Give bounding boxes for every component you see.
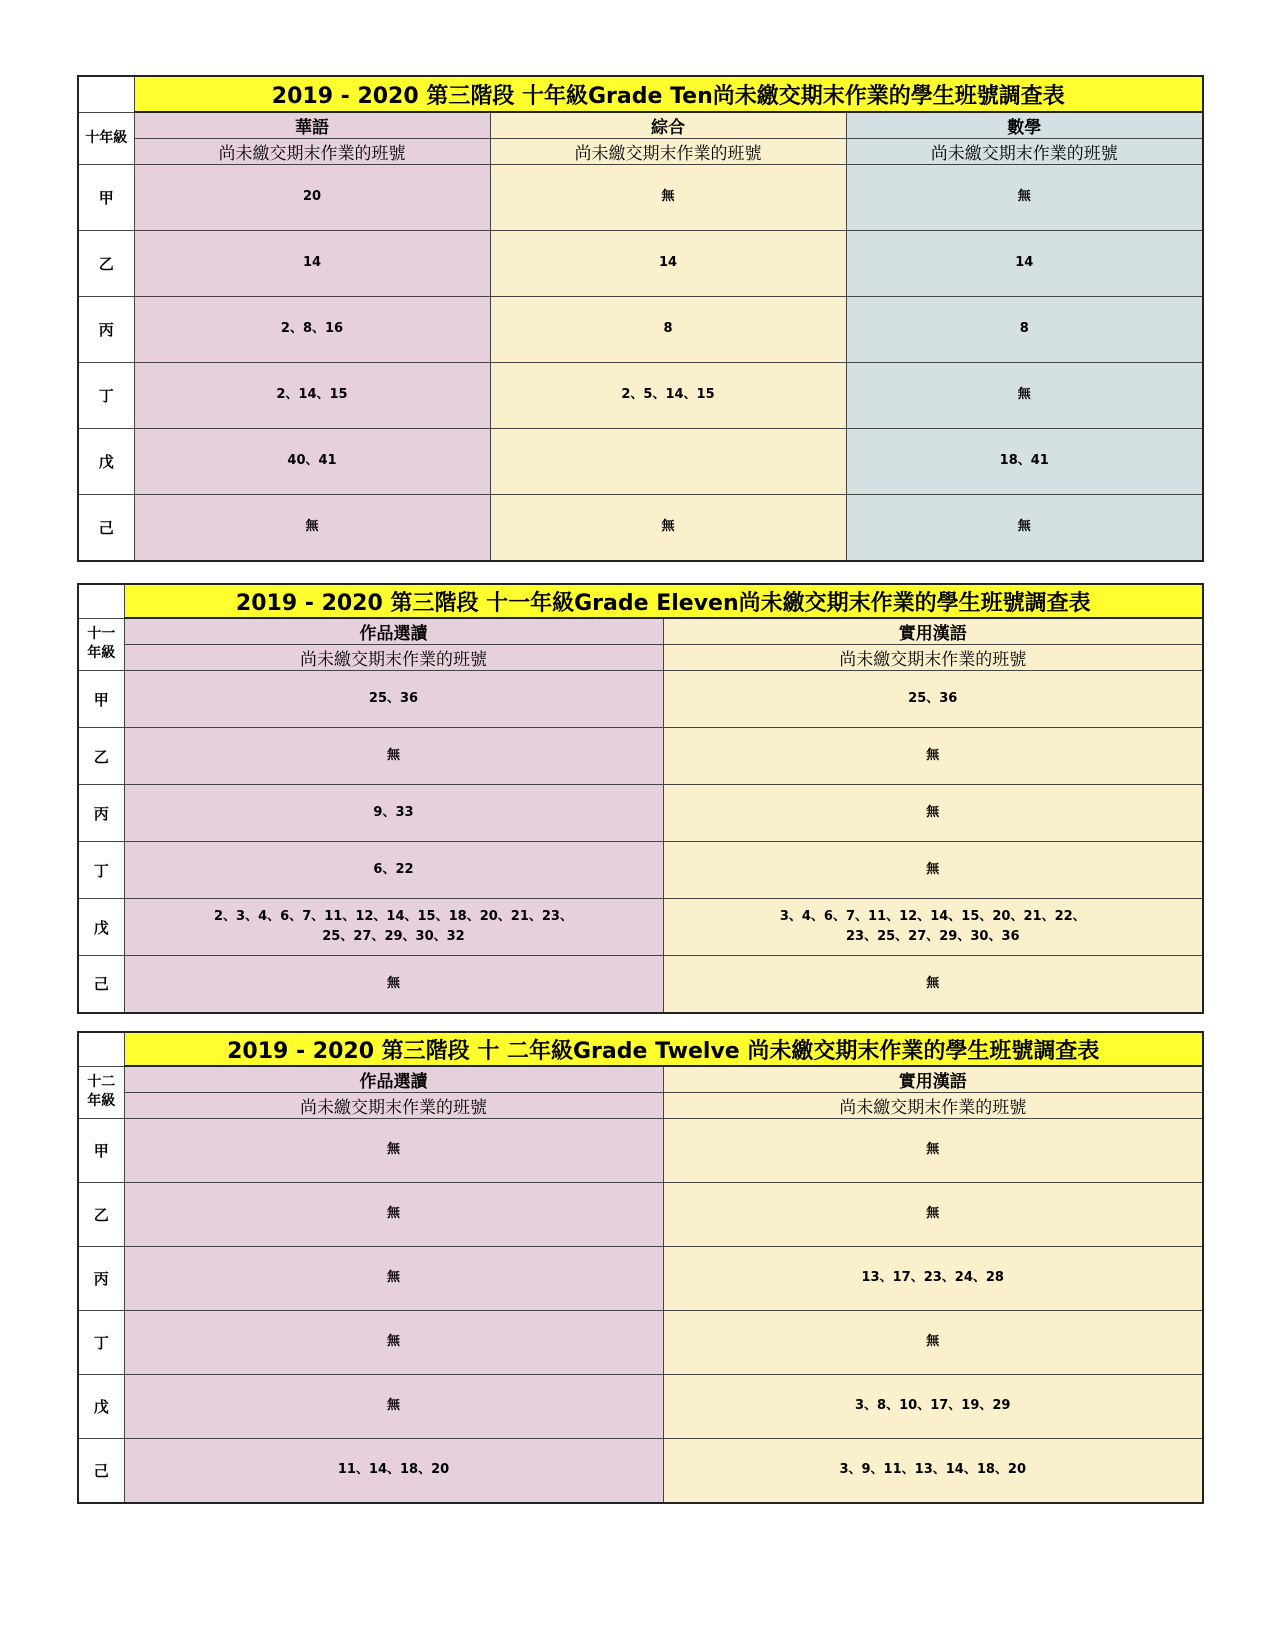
value-cell: 無 bbox=[124, 1119, 663, 1183]
subject-header: 實用漢語 bbox=[663, 618, 1203, 645]
value-cell: 無 bbox=[124, 956, 663, 1013]
value-cell: 3、9、11、13、14、18、20 bbox=[663, 1439, 1203, 1503]
subject-header: 作品選讀 bbox=[124, 618, 663, 645]
class-label: 乙 bbox=[78, 728, 124, 785]
table-row bbox=[78, 495, 1203, 561]
value-cell: 無 bbox=[663, 1311, 1203, 1375]
value-cell: 11、14、18、20 bbox=[124, 1439, 663, 1503]
value-cell: 3、4、6、7、11、12、14、15、20、21、22、 23、25、27、29、30、36 bbox=[663, 899, 1203, 956]
table-corner bbox=[78, 584, 124, 618]
class-label: 乙 bbox=[78, 231, 134, 297]
value-cell: 13、17、23、24、28 bbox=[663, 1247, 1203, 1311]
column-subheader: 尚未繳交期末作業的班號 bbox=[846, 139, 1203, 165]
class-label: 甲 bbox=[78, 671, 124, 728]
value-cell: 25、36 bbox=[124, 671, 663, 728]
table-corner bbox=[78, 1032, 124, 1066]
value-cell: 2、14、15 bbox=[134, 363, 490, 429]
grade-ten-table bbox=[77, 75, 1204, 562]
class-label: 丙 bbox=[78, 297, 134, 363]
table-row bbox=[78, 842, 1203, 899]
value-cell: 無 bbox=[490, 495, 846, 561]
value-cell: 18、41 bbox=[846, 429, 1203, 495]
value-cell: 無 bbox=[663, 1119, 1203, 1183]
value-cell: 無 bbox=[846, 495, 1203, 561]
class-label: 丁 bbox=[78, 1311, 124, 1375]
table-row bbox=[78, 785, 1203, 842]
class-label: 己 bbox=[78, 495, 134, 561]
class-label: 己 bbox=[78, 956, 124, 1013]
table-row bbox=[78, 956, 1203, 1013]
class-label: 戊 bbox=[78, 429, 134, 495]
table-row bbox=[78, 1247, 1203, 1311]
value-cell: 40、41 bbox=[134, 429, 490, 495]
class-label: 丁 bbox=[78, 842, 124, 899]
table-row bbox=[78, 363, 1203, 429]
table-row bbox=[78, 1119, 1203, 1183]
table-row bbox=[78, 899, 1203, 956]
value-cell: 無 bbox=[124, 1375, 663, 1439]
grade-twelve-table bbox=[77, 1031, 1204, 1504]
value-cell: 14 bbox=[846, 231, 1203, 297]
value-cell: 14 bbox=[134, 231, 490, 297]
table-row bbox=[78, 1439, 1203, 1503]
value-cell: 8 bbox=[490, 297, 846, 363]
column-subheader: 尚未繳交期末作業的班號 bbox=[490, 139, 846, 165]
table-title: 2019 - 2020 第三階段 十一年級Grade Eleven尚未繳交期末作業的學生班號調查表 bbox=[124, 584, 1203, 618]
value-cell: 無 bbox=[124, 1183, 663, 1247]
value-cell: 8 bbox=[846, 297, 1203, 363]
value-cell: 無 bbox=[663, 728, 1203, 785]
table-row bbox=[78, 728, 1203, 785]
table-title: 2019 - 2020 第三階段 十 二年級Grade Twelve 尚未繳交期末作業的學生班號調查表 bbox=[124, 1032, 1203, 1066]
value-cell: 14 bbox=[490, 231, 846, 297]
value-cell bbox=[490, 429, 846, 495]
class-label: 己 bbox=[78, 1439, 124, 1503]
table-row bbox=[78, 671, 1203, 728]
table-row bbox=[78, 231, 1203, 297]
column-subheader: 尚未繳交期末作業的班號 bbox=[663, 645, 1203, 671]
subject-header: 實用漢語 bbox=[663, 1066, 1203, 1093]
value-cell: 6、22 bbox=[124, 842, 663, 899]
class-label: 戊 bbox=[78, 899, 124, 956]
value-cell: 無 bbox=[663, 785, 1203, 842]
grade-label: 十一年級 bbox=[78, 618, 124, 671]
value-cell: 2、5、14、15 bbox=[490, 363, 846, 429]
subject-header: 華語 bbox=[134, 112, 490, 139]
table-row bbox=[78, 1183, 1203, 1247]
table-row bbox=[78, 429, 1203, 495]
value-cell: 20 bbox=[134, 165, 490, 231]
class-label: 乙 bbox=[78, 1183, 124, 1247]
table-title: 2019 - 2020 第三階段 十年級Grade Ten尚未繳交期末作業的學生班號調查表 bbox=[134, 76, 1203, 112]
column-subheader: 尚未繳交期末作業的班號 bbox=[124, 1093, 663, 1119]
value-cell: 25、36 bbox=[663, 671, 1203, 728]
value-cell: 無 bbox=[663, 956, 1203, 1013]
column-subheader: 尚未繳交期末作業的班號 bbox=[134, 139, 490, 165]
grade-label: 十二年級 bbox=[78, 1066, 124, 1119]
grade-label: 十年級 bbox=[78, 112, 134, 165]
table-row bbox=[78, 1375, 1203, 1439]
grade-eleven-table bbox=[77, 583, 1204, 1014]
table-row bbox=[78, 297, 1203, 363]
class-label: 丁 bbox=[78, 363, 134, 429]
class-label: 甲 bbox=[78, 165, 134, 231]
value-cell: 無 bbox=[124, 1311, 663, 1375]
value-cell: 無 bbox=[846, 165, 1203, 231]
class-label: 甲 bbox=[78, 1119, 124, 1183]
value-cell: 2、8、16 bbox=[134, 297, 490, 363]
value-cell: 9、33 bbox=[124, 785, 663, 842]
value-cell: 無 bbox=[846, 363, 1203, 429]
value-cell: 無 bbox=[663, 842, 1203, 899]
value-cell: 3、8、10、17、19、29 bbox=[663, 1375, 1203, 1439]
table-row bbox=[78, 1311, 1203, 1375]
value-cell: 無 bbox=[124, 1247, 663, 1311]
table-row bbox=[78, 165, 1203, 231]
subject-header: 作品選讀 bbox=[124, 1066, 663, 1093]
class-label: 丙 bbox=[78, 785, 124, 842]
table-corner bbox=[78, 76, 134, 112]
value-cell: 2、3、4、6、7、11、12、14、15、18、20、21、23、 25、27、29、30、32 bbox=[124, 899, 663, 956]
column-subheader: 尚未繳交期末作業的班號 bbox=[663, 1093, 1203, 1119]
value-cell: 無 bbox=[124, 728, 663, 785]
value-cell: 無 bbox=[490, 165, 846, 231]
class-label: 戊 bbox=[78, 1375, 124, 1439]
column-subheader: 尚未繳交期末作業的班號 bbox=[124, 645, 663, 671]
subject-header: 數學 bbox=[846, 112, 1203, 139]
value-cell: 無 bbox=[663, 1183, 1203, 1247]
subject-header: 綜合 bbox=[490, 112, 846, 139]
class-label: 丙 bbox=[78, 1247, 124, 1311]
value-cell: 無 bbox=[134, 495, 490, 561]
